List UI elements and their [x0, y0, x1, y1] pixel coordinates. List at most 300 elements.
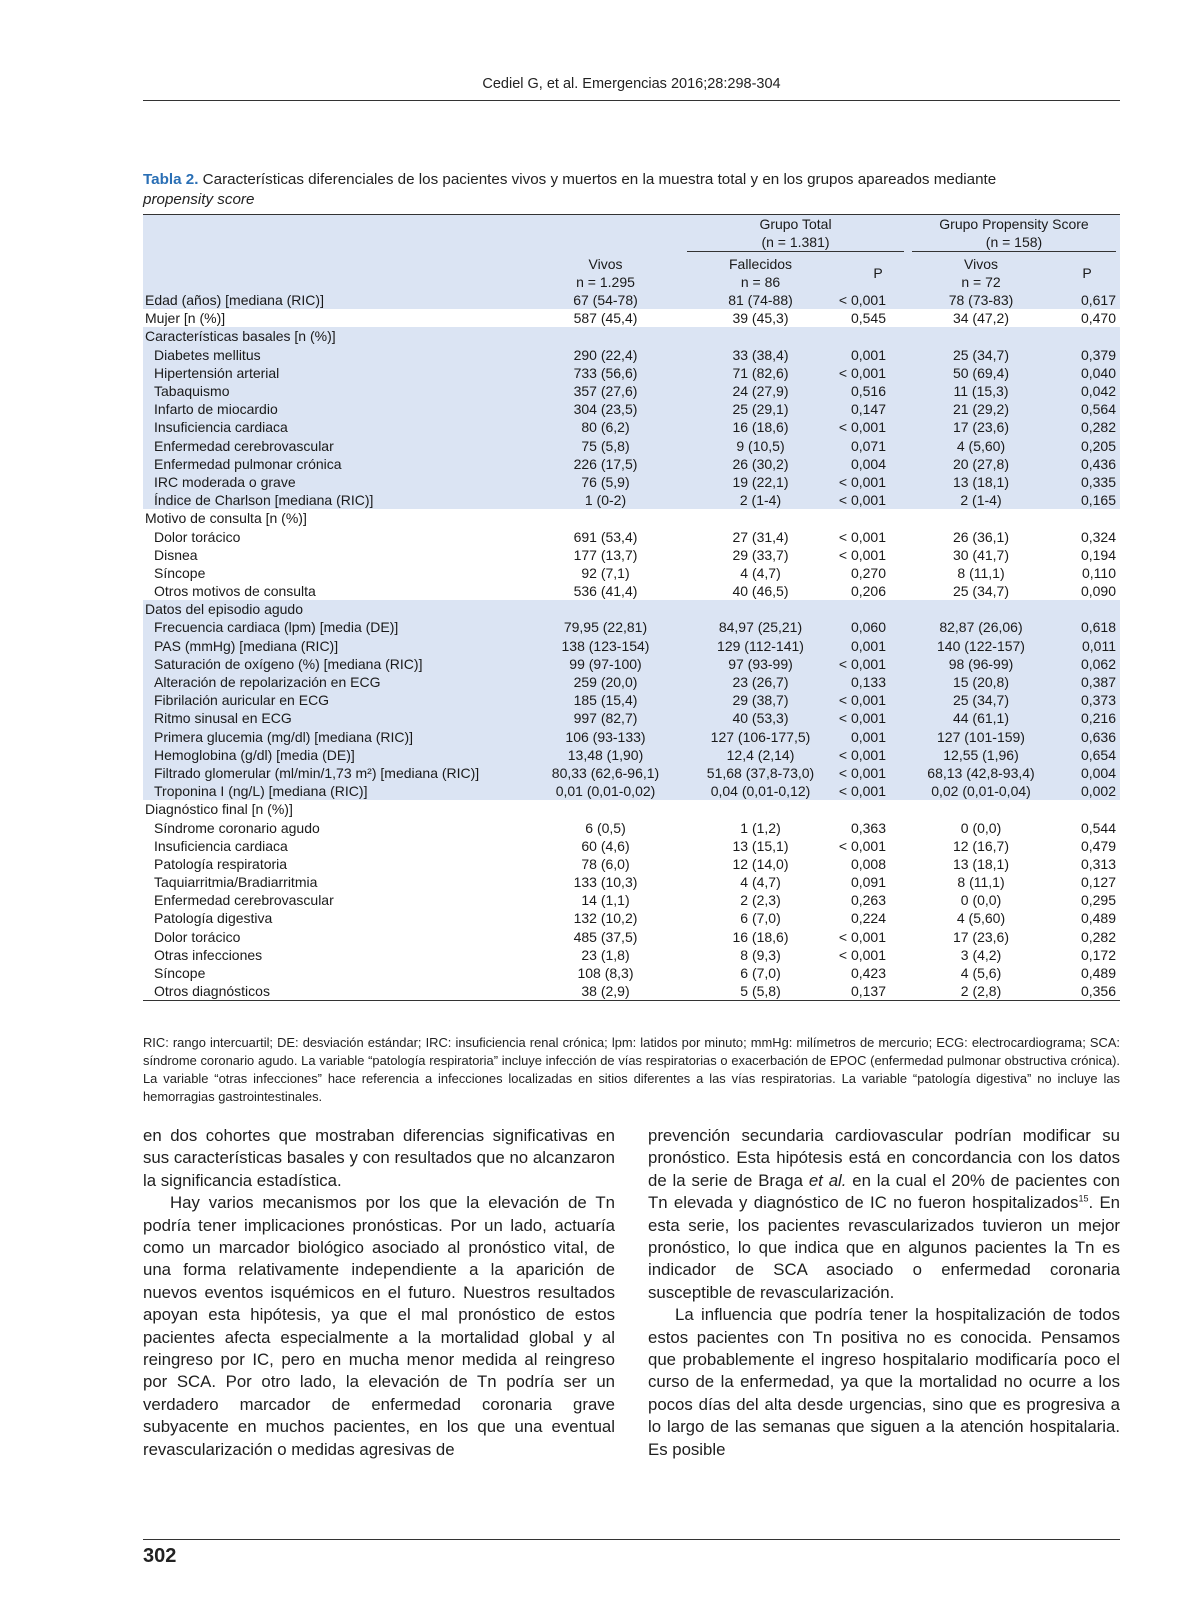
cell-p-total: 0,516	[838, 382, 908, 400]
cell-vivos-ps	[908, 600, 1054, 618]
group-total-n: (n = 1.381)	[761, 234, 830, 250]
cell-vivos-ps	[908, 800, 1054, 818]
cell-vivos: 80 (6,2)	[528, 418, 683, 436]
cell-vivos-ps: 15 (20,8)	[908, 673, 1054, 691]
cell-vivos: 185 (15,4)	[528, 691, 683, 709]
row-label: Taquiarritmia/Bradiarritmia	[154, 874, 318, 891]
table-row	[143, 546, 1120, 564]
cell-p-ps: 0,011	[1054, 637, 1120, 655]
cell-p-total: < 0,001	[838, 946, 886, 963]
cell-vivos-ps: 0 (0,0)	[960, 819, 1002, 836]
cell-fallecidos: 13 (15,1)	[732, 837, 789, 854]
row-label: Datos del episodio agudo	[143, 600, 528, 618]
cell-p-ps	[1054, 600, 1120, 618]
cell-p-total: < 0,001	[838, 837, 886, 854]
cell-fallecidos: 39 (45,3)	[732, 310, 789, 327]
cell-fallecidos: 127 (106-177,5)	[683, 728, 838, 746]
cell-vivos-ps: 50 (69,4)	[908, 364, 1054, 382]
cell-vivos-ps: 21 (29,2)	[908, 400, 1054, 418]
table-caption	[143, 170, 1083, 210]
cell-p-ps: 0,127	[1080, 874, 1116, 891]
row-label: Frecuencia cardiaca (lpm) [media (DE)]	[143, 618, 528, 636]
table-row	[143, 709, 1120, 727]
cell-p-total: 0,147	[838, 400, 908, 418]
table-row	[143, 964, 1120, 982]
cell-p-total: 0,091	[850, 874, 886, 891]
footer-rule	[143, 1539, 1120, 1540]
cell-p-ps: 0,489	[1080, 910, 1116, 927]
paragraph: La influencia que podría tener la hospitalización de todos estos pacientes con Tn positiva no es conocida. Pensamos que probablemente el ingreso hospitalario modificaría poco el curso de la enfermedad, ya que la mortalidad no ocurre a los pocos días del alta desde urgencias, sino que es progresiva a lo largo de las semanas que siguen a la atención hospitalaria. Es posible	[648, 1305, 1120, 1459]
cell-vivos-ps: 25 (34,7)	[908, 346, 1054, 364]
row-label: Diabetes mellitus	[143, 346, 528, 364]
cell-p-total: 0,270	[850, 564, 886, 581]
cell-fallecidos: 26 (30,2)	[683, 455, 838, 473]
table-row	[143, 728, 1120, 746]
cell-vivos-ps: 13 (18,1)	[908, 473, 1054, 491]
cell-p-ps: 0,282	[1080, 928, 1116, 945]
cell-p-ps: 0,470	[1080, 310, 1116, 327]
cell-vivos-ps: 30 (41,7)	[952, 546, 1010, 563]
cell-vivos-ps: 2 (1-4)	[908, 491, 1054, 509]
group-ps-title: Grupo Propensity Score	[939, 216, 1089, 232]
cell-fallecidos: 6 (7,0)	[740, 910, 781, 927]
row-label: Otros diagnósticos	[154, 983, 270, 1000]
cell-p-ps: 0,282	[1054, 418, 1120, 436]
cell-p-ps: 0,654	[1054, 746, 1120, 764]
row-label: Otros motivos de consulta	[154, 583, 316, 600]
cell-fallecidos: 8 (9,3)	[740, 946, 781, 963]
cell-vivos-ps: 17 (23,6)	[952, 928, 1010, 945]
group-header-row	[143, 215, 1120, 251]
cell-fallecidos: 81 (74-88)	[683, 291, 838, 309]
cell-p-total: 0,423	[850, 965, 886, 982]
table-row	[143, 364, 1120, 382]
cell-p-ps: 0,373	[1054, 691, 1120, 709]
table-row	[143, 818, 1120, 836]
row-label: Motivo de consulta [n (%)]	[145, 510, 307, 527]
cell-fallecidos: 2 (1-4)	[683, 491, 838, 509]
running-head: Cediel G, et al. Emergencias 2016;28:298-304	[482, 76, 781, 92]
caption-italic: propensity score	[143, 191, 255, 208]
row-label: Patología respiratoria	[154, 855, 288, 872]
row-label: Hemoglobina (g/dl) [media (DE)]	[143, 746, 528, 764]
cell-vivos: 80,33 (62,6-96,1)	[528, 764, 683, 782]
cell-fallecidos	[683, 327, 838, 345]
cell-vivos: 13,48 (1,90)	[528, 746, 683, 764]
cell-p-ps	[1054, 509, 1120, 527]
cell-fallecidos: 129 (112-141)	[683, 637, 838, 655]
paragraph: prevención secundaria cardiovascular podrían modificar su pronóstico. Esta hipótesis está en concordancia con los datos de la serie de Braga et al. en la cual el 20% de pacientes con Tn elevada y diagnóstico de IC no fueron hospitalizados$^{15}$. En esta serie, los pacientes revascularizados tuvieron un mejor pronóstico, lo que indica que en algunos pacientes la Tn es indicador de SCA asociado o enfermedad coronaria susceptible de revascularización.	[648, 1126, 1121, 1302]
row-label: PAS (mmHg) [mediana (RIC)]	[143, 637, 528, 655]
cell-vivos-ps	[908, 509, 1054, 527]
cell-vivos: 108 (8,3)	[577, 965, 634, 982]
cell-fallecidos: 33 (38,4)	[683, 346, 838, 364]
cell-vivos-ps: 8 (11,1)	[957, 874, 1005, 891]
cell-vivos: 259 (20,0)	[528, 673, 683, 691]
group-total-title: Grupo Total	[759, 216, 832, 232]
table-row	[143, 346, 1120, 364]
row-label: Infarto de miocardio	[143, 400, 528, 418]
data-table	[143, 215, 1120, 1000]
row-label: Enfermedad cerebrovascular	[143, 437, 528, 455]
row-label: Alteración de repolarización en ECG	[143, 673, 528, 691]
cell-p-ps: 0,564	[1054, 400, 1120, 418]
cell-vivos: 67 (54-78)	[528, 291, 683, 309]
row-label: Dolor torácico	[154, 528, 241, 545]
cell-vivos-ps: 127 (101-159)	[908, 728, 1054, 746]
cell-p-total: 0,224	[850, 910, 886, 927]
cell-vivos: 357 (27,6)	[528, 382, 683, 400]
cell-vivos: 99 (97-100)	[528, 655, 683, 673]
cell-fallecidos: 5 (5,8)	[740, 983, 781, 1000]
cell-p-ps	[1054, 327, 1120, 345]
cell-p-ps: 0,436	[1054, 455, 1120, 473]
row-label: Enfermedad pulmonar crónica	[143, 455, 528, 473]
cell-vivos-ps: 17 (23,6)	[908, 418, 1054, 436]
table-row	[143, 873, 1120, 891]
column-header-row	[143, 255, 1120, 291]
row-label: Síncope	[154, 965, 206, 982]
cell-fallecidos: 71 (82,6)	[683, 364, 838, 382]
row-label: Disnea	[154, 546, 198, 563]
cell-p-ps: 0,479	[1080, 837, 1116, 854]
cell-p-ps: 0,090	[1080, 583, 1116, 600]
row-label: Insuficiencia cardiaca	[143, 418, 528, 436]
table-row	[143, 291, 1120, 309]
cell-fallecidos: 12,4 (2,14)	[683, 746, 838, 764]
cell-vivos: 6 (0,5)	[585, 819, 626, 836]
cell-fallecidos: 40 (53,3)	[683, 709, 838, 727]
table-row	[143, 909, 1120, 927]
cell-p-total: 0,001	[838, 728, 908, 746]
body-column-right	[648, 1125, 1120, 1461]
cell-p-ps: 0,110	[1082, 564, 1116, 581]
cell-vivos: 138 (123-154)	[528, 637, 683, 655]
table-row	[143, 855, 1120, 873]
cell-p-ps: 0,636	[1054, 728, 1120, 746]
cell-p-total: < 0,001	[838, 655, 908, 673]
cell-p-total: 0,008	[850, 855, 886, 872]
col-p2: P	[1082, 265, 1092, 281]
cell-p-total: 0,071	[838, 437, 908, 455]
cell-vivos-ps: 44 (61,1)	[908, 709, 1054, 727]
cell-p-ps: 0,617	[1054, 291, 1120, 309]
row-label: Síncope	[154, 564, 206, 581]
cell-fallecidos: 2 (2,3)	[740, 892, 781, 909]
cell-fallecidos	[683, 509, 838, 527]
cell-p-ps: 0,544	[1080, 819, 1116, 836]
cell-p-total: 0,133	[838, 673, 908, 691]
cell-fallecidos	[683, 800, 838, 818]
cell-vivos	[528, 800, 683, 818]
cell-vivos-ps: 4 (5,60)	[908, 437, 1054, 455]
cell-vivos: 0,01 (0,01-0,02)	[528, 782, 683, 800]
cell-fallecidos: 1 (1,2)	[740, 819, 781, 836]
cell-vivos-ps: 4 (5,60)	[956, 910, 1006, 927]
cell-p-total: < 0,001	[838, 782, 908, 800]
table-row	[143, 309, 1120, 327]
cell-p-total: 0,001	[838, 346, 908, 364]
cell-vivos: 733 (56,6)	[528, 364, 683, 382]
cell-p-ps: 0,165	[1054, 491, 1120, 509]
table-row	[143, 946, 1120, 964]
table-row	[143, 746, 1120, 764]
cell-vivos: 133 (10,3)	[573, 874, 638, 891]
row-label: Primera glucemia (mg/dl) [mediana (RIC)]	[143, 728, 528, 746]
cell-vivos: 485 (37,5)	[573, 928, 638, 945]
col-fallecidos: Fallecidos	[728, 256, 793, 272]
table-row	[143, 418, 1120, 436]
paragraph: en dos cohortes que mostraban diferencias significativas en sus características basales y con resultados que no alcanzaron la significancia estadística.	[143, 1126, 615, 1190]
row-label: Diagnóstico final [n (%)]	[145, 801, 293, 818]
row-label: IRC moderada o grave	[143, 473, 528, 491]
table-label: Tabla 2.	[143, 171, 199, 188]
row-label: Características basales [n (%)]	[143, 327, 528, 345]
cell-p-ps: 0,194	[1080, 546, 1116, 563]
cell-p-total: < 0,001	[838, 291, 908, 309]
cell-vivos: 536 (41,4)	[573, 583, 638, 600]
cell-vivos-ps: 0 (0,0)	[960, 892, 1002, 909]
table-row	[143, 655, 1120, 673]
cell-vivos: 14 (1,1)	[581, 892, 630, 909]
cell-vivos: 691 (53,4)	[573, 528, 638, 545]
col-vivos: Vivos	[588, 256, 623, 272]
cell-vivos: 38 (2,9)	[581, 983, 630, 1000]
cell-vivos-ps: 68,13 (42,8-93,4)	[908, 764, 1054, 782]
cell-vivos-ps: 98 (96-99)	[908, 655, 1054, 673]
cell-vivos: 76 (5,9)	[528, 473, 683, 491]
row-label: Fibrilación auricular en ECG	[143, 691, 528, 709]
cell-vivos-ps: 20 (27,8)	[908, 455, 1054, 473]
cell-fallecidos: 9 (10,5)	[683, 437, 838, 455]
cell-vivos-ps: 2 (2,8)	[960, 983, 1002, 1000]
row-label: Índice de Charlson [mediana (RIC)]	[143, 491, 528, 509]
col-fallecidos-n: n = 86	[740, 274, 781, 290]
cell-fallecidos: 0,04 (0,01-0,12)	[683, 782, 838, 800]
body-column-left	[143, 1125, 615, 1461]
cell-vivos-ps: 0,02 (0,01-0,04)	[908, 782, 1054, 800]
table-row	[143, 891, 1120, 909]
table-row	[143, 455, 1120, 473]
cell-p-total: < 0,001	[838, 746, 908, 764]
cell-p-ps: 0,004	[1054, 764, 1120, 782]
col-vivos-n: n = 1.295	[576, 274, 635, 290]
cell-p-ps: 0,489	[1080, 965, 1116, 982]
cell-fallecidos: 40 (46,5)	[732, 583, 789, 600]
table-body	[143, 291, 1120, 1000]
row-label: Tabaquismo	[143, 382, 528, 400]
cell-p-ps: 0,313	[1080, 855, 1116, 872]
table-row	[143, 491, 1120, 509]
section-row	[143, 509, 1120, 527]
cell-fallecidos: 19 (22,1)	[683, 473, 838, 491]
cell-p-ps: 0,356	[1080, 983, 1116, 1000]
table-row	[143, 437, 1120, 455]
row-label: Patología digestiva	[154, 910, 273, 927]
cell-fallecidos: 16 (18,6)	[732, 928, 789, 945]
section-row	[143, 600, 1120, 618]
cell-p-ps: 0,002	[1054, 782, 1120, 800]
cell-fallecidos: 27 (31,4)	[732, 528, 789, 545]
citation: 15	[1078, 1193, 1089, 1204]
row-label: Dolor torácico	[154, 928, 241, 945]
table-row	[143, 564, 1120, 582]
cell-vivos-ps: 12 (16,7)	[952, 837, 1010, 854]
cell-vivos-ps: 25 (34,7)	[952, 583, 1010, 600]
row-label: Ritmo sinusal en ECG	[143, 709, 528, 727]
cell-vivos: 106 (93-133)	[528, 728, 683, 746]
cell-vivos: 78 (6,0)	[581, 855, 630, 872]
cell-p-ps: 0,387	[1054, 673, 1120, 691]
cell-vivos	[528, 327, 683, 345]
cell-vivos: 1 (0-2)	[528, 491, 683, 509]
table-row	[143, 582, 1120, 600]
table-row	[143, 982, 1120, 1000]
cell-p-total: < 0,001	[838, 691, 908, 709]
cell-p-total: 0,004	[838, 455, 908, 473]
cell-p-total: 0,001	[838, 637, 908, 655]
cell-vivos-ps: 34 (47,2)	[952, 310, 1010, 327]
cell-p-total: 0,137	[850, 983, 886, 1000]
paragraph: Hay varios mecanismos por los que la elevación de Tn podría tener implicaciones pronósticas. Por un lado, actuaría como un marcador biológico asociado al pronóstico vital, de una forma relativamente independiente a la aparición de nuevos eventos isquémicos en el futuro. Nuestros resultados apoyan esta hipótesis, ya que el mal pronóstico de estos pacientes afecta especialmente a la mortalidad global y al reingreso por IC, pero en mucha menor medida al reingreso por SCA. Por otro lado, la elevación de Tn podría ser un verdadero marcador de enfermedad coronaria grave subyacente en muchos pacientes, en los que una eventual revascularización o medidas agresivas de	[143, 1193, 615, 1459]
cell-p-ps: 0,172	[1080, 946, 1116, 963]
cell-vivos	[528, 509, 683, 527]
cell-vivos: 226 (17,5)	[528, 455, 683, 473]
col-p1: P	[873, 265, 883, 281]
cell-vivos-ps: 26 (36,1)	[952, 528, 1010, 545]
cell-vivos-ps: 11 (15,3)	[908, 382, 1054, 400]
cell-vivos: 132 (10,2)	[573, 910, 638, 927]
cell-p-ps: 0,216	[1054, 709, 1120, 727]
cell-vivos: 92 (7,1)	[581, 564, 630, 581]
cell-fallecidos: 16 (18,6)	[683, 418, 838, 436]
cell-vivos-ps: 13 (18,1)	[952, 855, 1010, 872]
cell-fallecidos: 24 (27,9)	[683, 382, 838, 400]
cell-fallecidos: 23 (26,7)	[683, 673, 838, 691]
cell-vivos: 75 (5,8)	[528, 437, 683, 455]
row-label: Otras infecciones	[154, 946, 263, 963]
cell-p-total	[838, 509, 908, 527]
row-label: Filtrado glomerular (ml/min/1,73 m²) [mediana (RIC)]	[143, 764, 528, 782]
cell-vivos: 304 (23,5)	[528, 400, 683, 418]
cell-p-ps: 0,062	[1054, 655, 1120, 673]
cell-vivos: 997 (82,7)	[528, 709, 683, 727]
cell-vivos-ps: 12,55 (1,96)	[908, 746, 1054, 764]
cell-vivos-ps: 140 (122-157)	[908, 637, 1054, 655]
section-row	[143, 327, 1120, 345]
table-row	[143, 527, 1120, 545]
cell-p-total: 0,060	[838, 618, 908, 636]
cell-vivos-ps: 8 (11,1)	[957, 564, 1005, 581]
group-ps-n: (n = 158)	[985, 234, 1043, 250]
cell-fallecidos	[683, 600, 838, 618]
table-row	[143, 382, 1120, 400]
cell-p-total: < 0,001	[838, 473, 908, 491]
cell-vivos: 23 (1,8)	[581, 946, 630, 963]
cell-fallecidos: 25 (29,1)	[683, 400, 838, 418]
row-label: Saturación de oxígeno (%) [mediana (RIC)]	[143, 655, 528, 673]
cell-fallecidos: 12 (14,0)	[732, 855, 789, 872]
cell-vivos: 177 (13,7)	[573, 546, 638, 563]
cell-vivos-ps	[908, 327, 1054, 345]
cell-vivos-ps: 3 (4,2)	[960, 946, 1002, 963]
cell-p-ps: 0,205	[1054, 437, 1120, 455]
table-row	[143, 673, 1120, 691]
cell-vivos: 587 (45,4)	[573, 310, 638, 327]
cell-fallecidos: 84,97 (25,21)	[683, 618, 838, 636]
cell-vivos-ps: 4 (5,6)	[960, 965, 1002, 982]
cell-fallecidos: 6 (7,0)	[740, 965, 781, 982]
cell-p-total: < 0,001	[838, 491, 908, 509]
row-label: Enfermedad cerebrovascular	[154, 892, 334, 909]
cell-p-ps: 0,295	[1080, 892, 1116, 909]
table-row	[143, 473, 1120, 491]
cell-p-total	[838, 327, 908, 345]
cell-vivos: 290 (22,4)	[528, 346, 683, 364]
cell-vivos: 60 (4,6)	[581, 837, 630, 854]
cell-fallecidos: 51,68 (37,8-73,0)	[683, 764, 838, 782]
cell-vivos-ps: 78 (73-83)	[908, 291, 1054, 309]
cell-fallecidos: 97 (93-99)	[683, 655, 838, 673]
table-row	[143, 764, 1120, 782]
cell-p-total: < 0,001	[838, 546, 886, 563]
cell-fallecidos: 29 (33,7)	[732, 546, 789, 563]
table-row	[143, 691, 1120, 709]
row-label: Edad (años) [mediana (RIC)]	[143, 291, 528, 309]
header-rule	[143, 100, 1120, 101]
table-row	[143, 837, 1120, 855]
cell-p-ps: 0,040	[1054, 364, 1120, 382]
col-vivos-ps-n: n = 72	[961, 274, 1001, 290]
cell-p-ps: 0,618	[1054, 618, 1120, 636]
cell-p-total: < 0,001	[838, 709, 908, 727]
cell-fallecidos: 29 (38,7)	[683, 691, 838, 709]
cell-p-ps	[1054, 800, 1120, 818]
cell-fallecidos: 4 (4,7)	[740, 874, 781, 891]
cell-vivos: 79,95 (22,81)	[528, 618, 683, 636]
cell-p-total: 0,263	[850, 892, 886, 909]
cell-p-total	[838, 800, 908, 818]
table-notes: RIC: rango intercuartil; DE: desviación estándar; IRC: insuficiencia renal crónica; lpm: latidos por minuto; mmHg: milímetros de mercurio; ECG: electrocardiograma; SCA: síndrome coronario agudo. La variable “patología respiratoria” incluye infección de vías respiratorias o exacerbación de EPOC (enfermedad pulmonar obstructiva crónica). La variable “otras infecciones” hace referencia a infecciones localizadas en sitios diferentes a las vías respiratorias. La variable “patología digestiva” no incluye las hemorragias gastrointestinales.	[143, 1035, 1120, 1104]
row-label: Troponina I (ng/L) [mediana (RIC)]	[143, 782, 528, 800]
cell-fallecidos: 4 (4,7)	[740, 564, 781, 581]
cell-p-total: < 0,001	[838, 364, 908, 382]
row-label: Mujer [n (%)]	[145, 310, 226, 327]
col-vivos-ps: Vivos	[964, 256, 998, 272]
cell-vivos-ps: 82,87 (26,06)	[908, 618, 1054, 636]
caption-text: Características diferenciales de los pacientes vivos y muertos en la muestra total y en los grupos apareados mediante	[202, 171, 997, 188]
cell-p-total: < 0,001	[838, 418, 908, 436]
cell-p-total: < 0,001	[838, 764, 908, 782]
page-number: 302	[143, 1545, 177, 1567]
cell-p-ps: 0,335	[1054, 473, 1120, 491]
table-row	[143, 928, 1120, 946]
section-row	[143, 800, 1120, 818]
cell-vivos	[528, 600, 683, 618]
cell-p-total: 0,363	[850, 819, 886, 836]
row-label: Insuficiencia cardiaca	[154, 837, 288, 854]
cell-p-ps: 0,042	[1054, 382, 1120, 400]
table-row	[143, 782, 1120, 800]
cell-p-total: 0,545	[850, 310, 886, 327]
table-row	[143, 400, 1120, 418]
row-label: Síndrome coronario agudo	[154, 819, 320, 836]
table-row	[143, 618, 1120, 636]
cell-p-total: < 0,001	[838, 928, 886, 945]
cell-vivos-ps: 25 (34,7)	[908, 691, 1054, 709]
cell-p-total: < 0,001	[838, 528, 886, 545]
table-row	[143, 637, 1120, 655]
